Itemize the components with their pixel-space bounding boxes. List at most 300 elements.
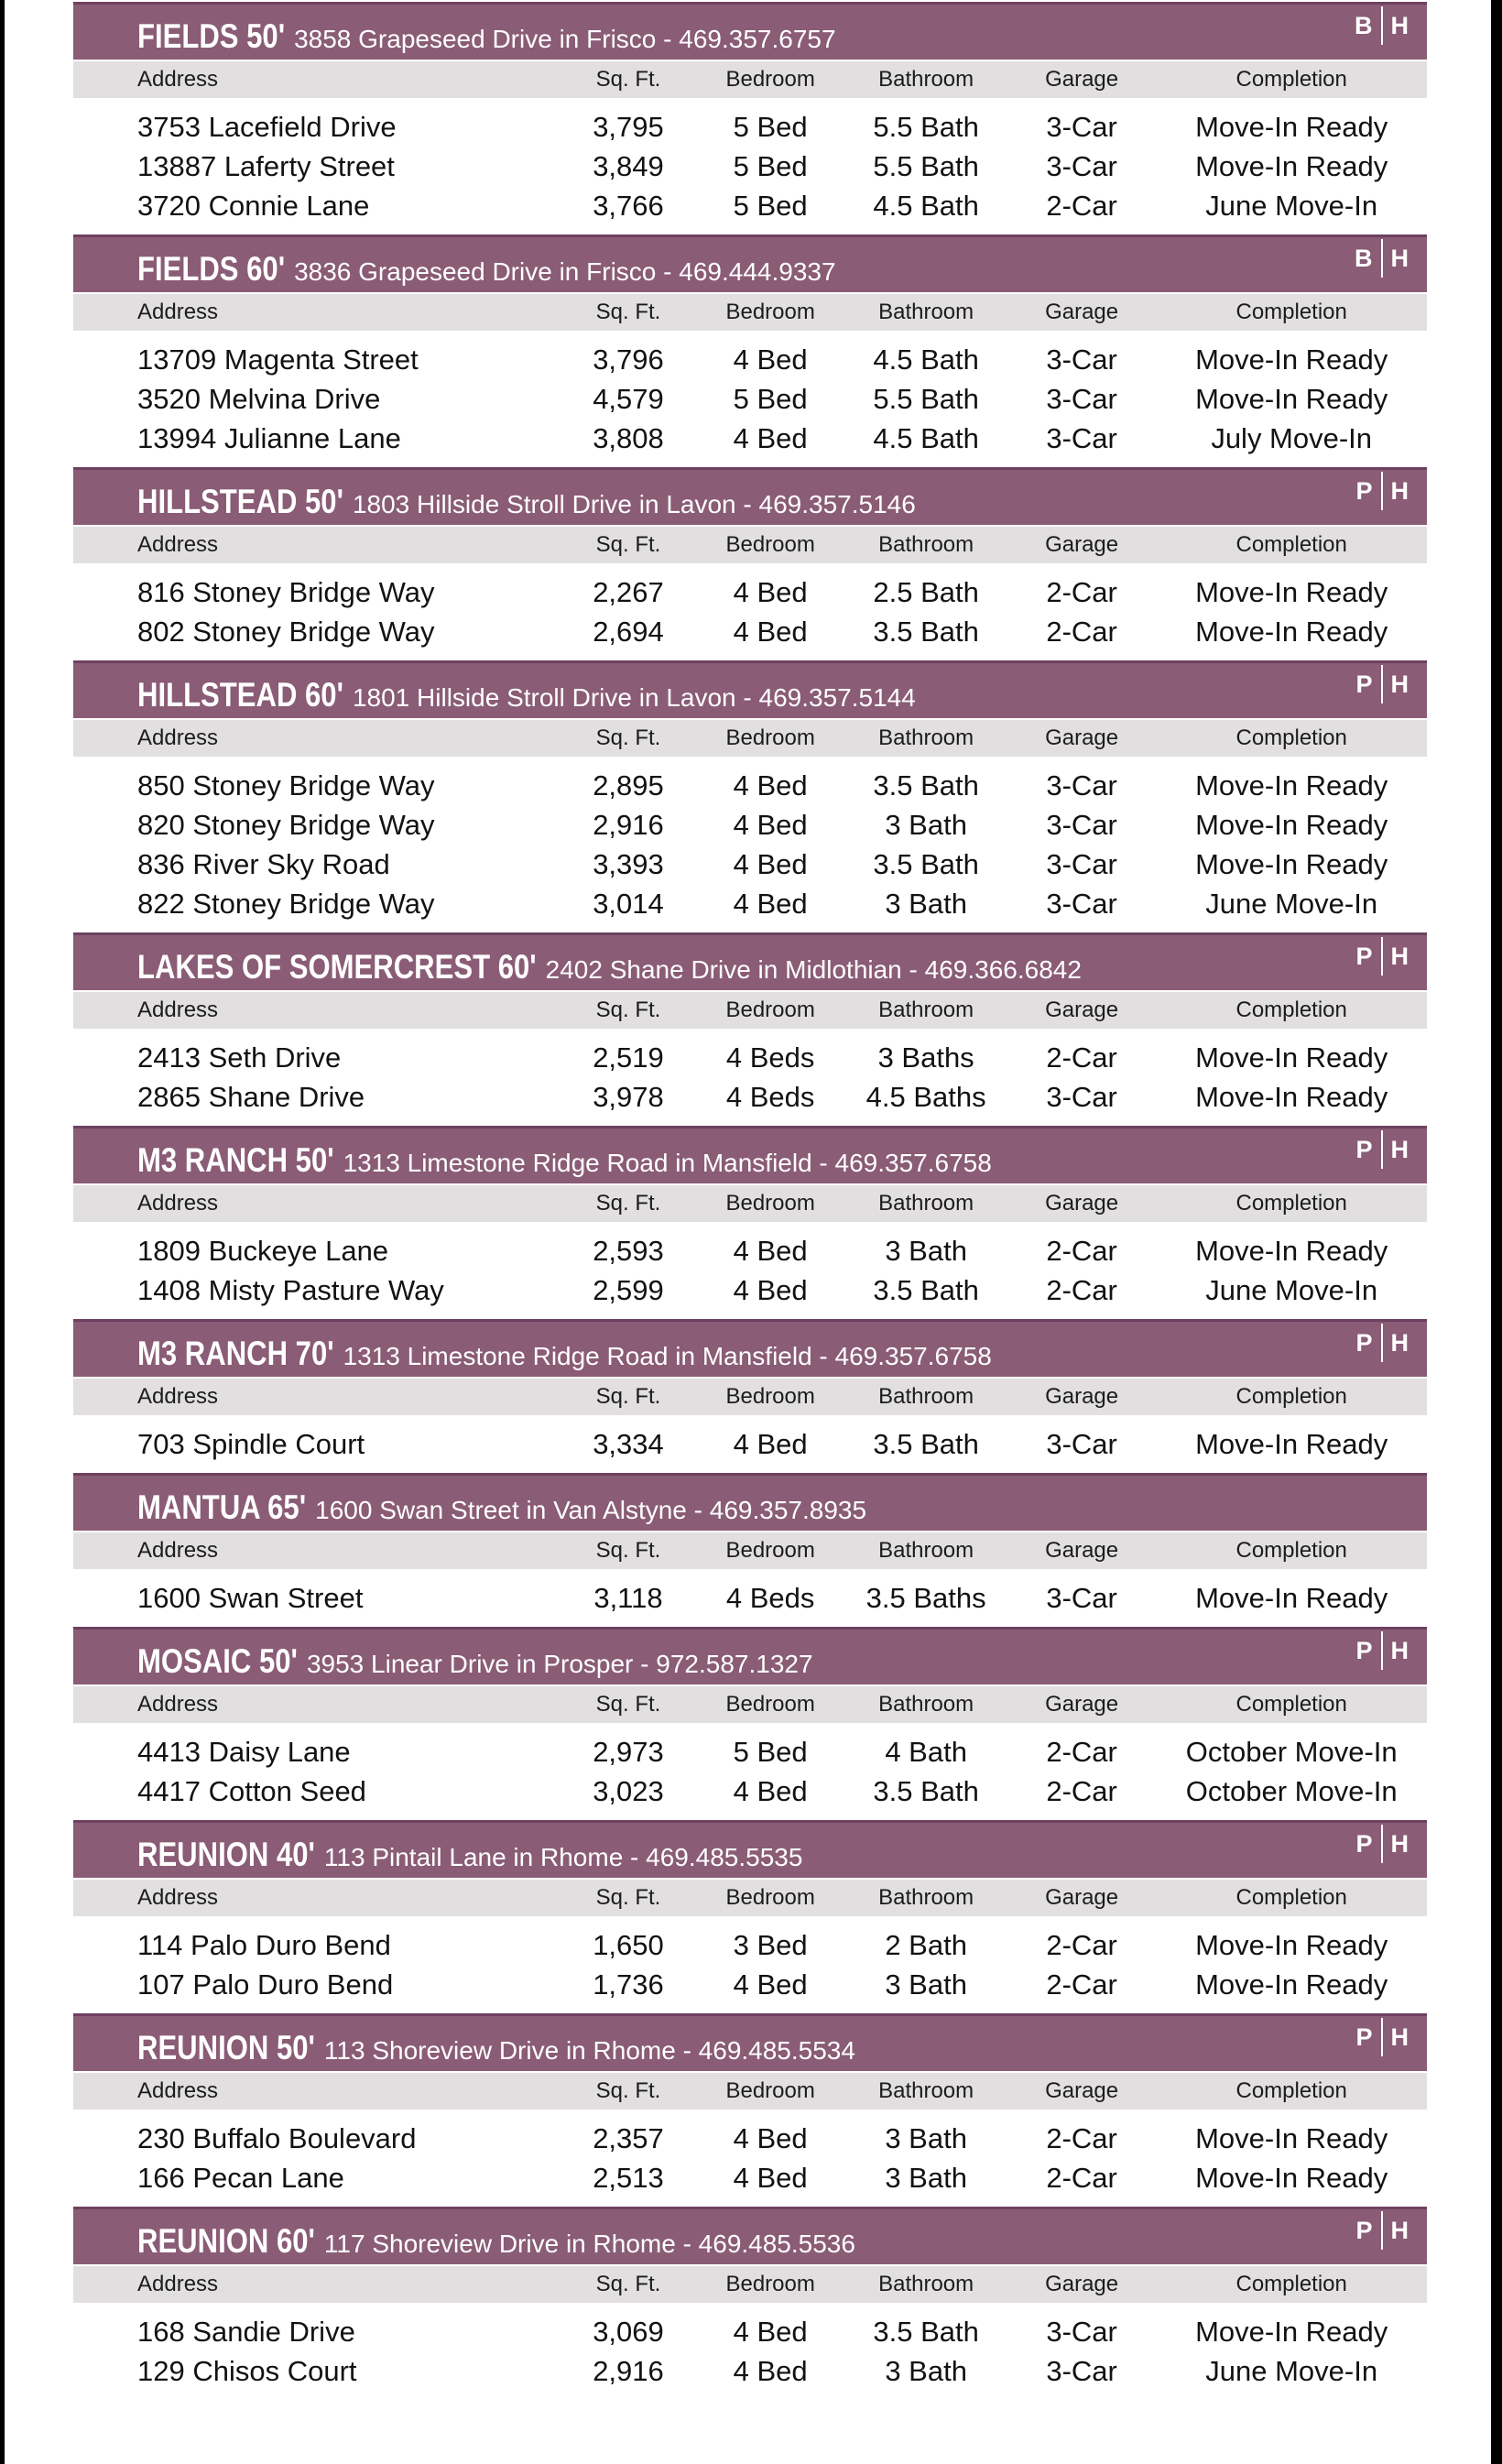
- community-address-phone: 1313 Limestone Ridge Road in Mansfield - 469.357.6758: [343, 1342, 992, 1370]
- col-garage: Garage: [1045, 2078, 1119, 2103]
- col-completion: Completion: [1235, 1384, 1347, 1409]
- builder-badge-divider-icon: [1381, 937, 1383, 976]
- col-sqft: Sq. Ft.: [595, 67, 661, 92]
- community-name: REUNION 60': [137, 2222, 315, 2260]
- cell-completion: Move-In Ready: [1195, 343, 1388, 376]
- cell-address: 230 Buffalo Boulevard: [137, 2121, 417, 2154]
- col-bedroom: Bedroom: [725, 1885, 815, 1910]
- cell-bedroom: 4 Bed: [733, 2121, 808, 2154]
- col-bedroom: Bedroom: [725, 2272, 815, 2296]
- cell-bedroom: 4 Bed: [733, 343, 808, 376]
- cell-sqft: 4,579: [593, 382, 664, 415]
- builder-badge-divider-icon: [1381, 1825, 1383, 1863]
- page-frame-right-edge: [1491, 0, 1502, 2464]
- rows: [73, 1723, 1427, 1813]
- community-header-content: [137, 476, 1409, 521]
- cell-sqft: 3,795: [593, 110, 664, 143]
- listing-row[interactable]: [73, 845, 1427, 884]
- cell-garage: 3-Car: [1046, 149, 1117, 182]
- cell-garage: 2-Car: [1046, 2161, 1117, 2194]
- listing-row[interactable]: [73, 186, 1427, 225]
- cell-completion: Move-In Ready: [1195, 847, 1388, 880]
- builder-badge-divider-icon: [1381, 1631, 1383, 1670]
- cell-bathroom: 3 Baths: [877, 1041, 974, 1074]
- col-bedroom: Bedroom: [725, 532, 815, 557]
- cell-sqft: 3,808: [593, 421, 664, 454]
- cell-completion: June Move-In: [1205, 189, 1378, 222]
- cell-address: 4413 Daisy Lane: [137, 1735, 351, 1768]
- cell-sqft: 1,650: [593, 1928, 664, 1961]
- cell-address: 802 Stoney Bridge Way: [137, 615, 435, 648]
- cell-completion: Move-In Ready: [1195, 1581, 1388, 1614]
- column-header-row: [73, 294, 1427, 331]
- cell-sqft: 2,519: [593, 1041, 664, 1074]
- cell-bedroom: 4 Bed: [733, 808, 808, 841]
- cell-address: 3520 Melvina Drive: [137, 382, 381, 415]
- cell-garage: 3-Car: [1046, 887, 1117, 920]
- cell-bedroom: 4 Bed: [733, 615, 808, 648]
- builder-badge-left-letter: P: [1355, 1135, 1373, 1163]
- col-garage: Garage: [1045, 725, 1119, 750]
- builder-badge-right-letter: H: [1390, 11, 1409, 39]
- listing-row[interactable]: [73, 1578, 1427, 1618]
- cell-completion: October Move-In: [1185, 1774, 1398, 1807]
- cell-garage: 2-Car: [1046, 1928, 1117, 1961]
- cell-bedroom: 4 Beds: [725, 1080, 815, 1113]
- cell-bathroom: 3.5 Bath: [873, 1273, 979, 1306]
- cell-address: 1408 Misty Pasture Way: [137, 1273, 444, 1306]
- cell-sqft: 2,267: [593, 575, 664, 608]
- builder-badge[interactable]: [1355, 1825, 1409, 1863]
- cell-address: 114 Palo Duro Bend: [137, 1928, 391, 1961]
- cell-bedroom: 4 Bed: [733, 421, 808, 454]
- cell-address: 166 Pecan Lane: [137, 2161, 344, 2194]
- listing-row[interactable]: [73, 2312, 1427, 2351]
- col-bathroom: Bathroom: [878, 67, 974, 92]
- col-address: Address: [137, 532, 219, 557]
- community-section: [73, 1627, 1427, 1813]
- cell-bedroom: 4 Bed: [733, 769, 808, 801]
- cell-bedroom: 4 Bed: [733, 1774, 808, 1807]
- community-name: FIELDS 50': [137, 17, 286, 55]
- col-sqft: Sq. Ft.: [595, 1191, 661, 1216]
- col-bathroom: Bathroom: [878, 998, 974, 1022]
- cell-bedroom: 3 Bed: [733, 1928, 808, 1961]
- cell-garage: 3-Car: [1046, 382, 1117, 415]
- col-garage: Garage: [1045, 1384, 1119, 1409]
- cell-sqft: 2,599: [593, 1273, 664, 1306]
- cell-bathroom: 3.5 Bath: [873, 1774, 979, 1807]
- cell-bathroom: 3 Bath: [885, 808, 967, 841]
- builder-badge-divider-icon: [1381, 665, 1383, 703]
- cell-address: 820 Stoney Bridge Way: [137, 808, 435, 841]
- col-bedroom: Bedroom: [725, 998, 815, 1022]
- cell-address: 1600 Swan Street: [137, 1581, 364, 1614]
- cell-address: 13887 Laferty Street: [137, 149, 395, 182]
- cell-address: 703 Spindle Court: [137, 1427, 365, 1460]
- builder-badge-left-letter: P: [1355, 1829, 1373, 1858]
- builder-badge-right-letter: H: [1390, 1328, 1409, 1357]
- col-completion: Completion: [1235, 300, 1347, 324]
- community-name: HILLSTEAD 60': [137, 676, 343, 714]
- builder-badge-divider-icon: [1381, 472, 1383, 510]
- col-garage: Garage: [1045, 2272, 1119, 2296]
- community-name: M3 RANCH 50': [137, 1141, 334, 1179]
- builder-badge-right-letter: H: [1390, 670, 1409, 698]
- rows: [73, 1222, 1427, 1312]
- cell-bedroom: 5 Bed: [733, 149, 808, 182]
- col-garage: Garage: [1045, 532, 1119, 557]
- cell-completion: October Move-In: [1185, 1735, 1398, 1768]
- builder-badge[interactable]: [1355, 2211, 1409, 2250]
- community-listings: [73, 2, 1427, 2400]
- builder-badge-divider-icon: [1381, 1324, 1383, 1362]
- col-bedroom: Bedroom: [725, 1538, 815, 1563]
- community-name: REUNION 40': [137, 1836, 315, 1873]
- cell-sqft: 2,916: [593, 2354, 664, 2387]
- col-sqft: Sq. Ft.: [595, 1692, 661, 1717]
- community-address-phone: 2402 Shane Drive in Midlothian - 469.366.6842: [545, 955, 1082, 984]
- col-address: Address: [137, 300, 219, 324]
- column-header-row: [73, 1532, 1427, 1569]
- builder-badge-divider-icon: [1381, 239, 1383, 278]
- rows: [73, 563, 1427, 653]
- builder-badge[interactable]: [1355, 1324, 1409, 1362]
- cell-sqft: 3,766: [593, 189, 664, 222]
- col-bathroom: Bathroom: [878, 1384, 974, 1409]
- cell-completion: Move-In Ready: [1195, 2121, 1388, 2154]
- community-header-bar[interactable]: [73, 2207, 1427, 2264]
- cell-garage: 3-Car: [1046, 421, 1117, 454]
- listing-row[interactable]: [73, 2158, 1427, 2197]
- cell-completion: Move-In Ready: [1195, 149, 1388, 182]
- column-header-row: [73, 1880, 1427, 1916]
- listing-row[interactable]: [73, 379, 1427, 419]
- listing-row[interactable]: [73, 2119, 1427, 2158]
- community-header-bar[interactable]: [73, 234, 1427, 292]
- cell-sqft: 3,069: [593, 2315, 664, 2348]
- listing-row[interactable]: [73, 1038, 1427, 1077]
- col-completion: Completion: [1235, 67, 1347, 92]
- listing-row[interactable]: [73, 147, 1427, 186]
- community-name: M3 RANCH 70': [137, 1335, 334, 1372]
- cell-address: 3753 Lacefield Drive: [137, 110, 397, 143]
- cell-bathroom: 5.5 Bath: [873, 382, 979, 415]
- community-address-phone: 3836 Grapeseed Drive in Frisco - 469.444.9337: [294, 257, 836, 286]
- community-header-content: [137, 1829, 1409, 1874]
- community-header-bar[interactable]: [73, 1820, 1427, 1878]
- cell-sqft: 3,334: [593, 1427, 664, 1460]
- col-completion: Completion: [1235, 998, 1347, 1022]
- column-header-row: [73, 1185, 1427, 1222]
- rows: [73, 1916, 1427, 2006]
- col-sqft: Sq. Ft.: [595, 1538, 661, 1563]
- community-header-bar[interactable]: [73, 932, 1427, 990]
- col-bathroom: Bathroom: [878, 1191, 974, 1216]
- builder-badge-divider-icon: [1381, 2211, 1383, 2250]
- community-section: [73, 1319, 1427, 1466]
- cell-bedroom: 4 Bed: [733, 1968, 808, 2001]
- builder-badge-left-letter: P: [1355, 476, 1373, 505]
- col-garage: Garage: [1045, 1692, 1119, 1717]
- builder-badge[interactable]: [1355, 1130, 1409, 1169]
- cell-address: 2413 Seth Drive: [137, 1041, 342, 1074]
- listing-row[interactable]: [73, 340, 1427, 379]
- builder-badge-left-letter: P: [1355, 2022, 1373, 2051]
- community-header-bar[interactable]: [73, 2, 1427, 60]
- rows: [73, 757, 1427, 925]
- cell-garage: 2-Car: [1046, 1273, 1117, 1306]
- col-completion: Completion: [1235, 1538, 1347, 1563]
- cell-garage: 2-Car: [1046, 1041, 1117, 1074]
- cell-completion: Move-In Ready: [1195, 575, 1388, 608]
- community-header-content: [137, 1488, 1409, 1527]
- cell-completion: July Move-In: [1211, 421, 1373, 454]
- cell-completion: Move-In Ready: [1195, 110, 1388, 143]
- builder-badge[interactable]: [1355, 6, 1409, 45]
- community-address-phone: 113 Pintail Lane in Rhome - 469.485.5535: [323, 1843, 803, 1871]
- builder-badge[interactable]: [1355, 472, 1409, 510]
- cell-address: 107 Palo Duro Bend: [137, 1968, 394, 2001]
- builder-badge[interactable]: [1355, 2018, 1409, 2056]
- col-completion: Completion: [1235, 725, 1347, 750]
- community-header-content: [137, 2216, 1409, 2261]
- cell-completion: June Move-In: [1205, 887, 1378, 920]
- community-header-bar[interactable]: [73, 467, 1427, 525]
- col-bathroom: Bathroom: [878, 300, 974, 324]
- listing-row[interactable]: [73, 1925, 1427, 1965]
- builder-badge[interactable]: [1355, 665, 1409, 703]
- cell-completion: Move-In Ready: [1195, 615, 1388, 648]
- listing-row[interactable]: [73, 612, 1427, 651]
- community-header-bar[interactable]: [73, 660, 1427, 718]
- col-address: Address: [137, 1885, 219, 1910]
- community-address-phone: 3953 Linear Drive in Prosper - 972.587.1327: [306, 1650, 813, 1678]
- cell-bedroom: 4 Bed: [733, 2315, 808, 2348]
- community-section: [73, 1820, 1427, 2006]
- cell-bathroom: 5.5 Bath: [873, 149, 979, 182]
- col-address: Address: [137, 1692, 219, 1717]
- cell-address: 13994 Julianne Lane: [137, 421, 401, 454]
- rows: [73, 1569, 1427, 1619]
- cell-completion: Move-In Ready: [1195, 1928, 1388, 1961]
- cell-completion: June Move-In: [1205, 2354, 1378, 2387]
- community-header-bar[interactable]: [73, 1627, 1427, 1684]
- col-garage: Garage: [1045, 1538, 1119, 1563]
- cell-sqft: 2,357: [593, 2121, 664, 2154]
- community-name: HILLSTEAD 50': [137, 483, 343, 520]
- rows: [73, 98, 1427, 227]
- cell-bathroom: 3 Bath: [885, 2354, 967, 2387]
- col-sqft: Sq. Ft.: [595, 532, 661, 557]
- col-bedroom: Bedroom: [725, 2078, 815, 2103]
- cell-completion: Move-In Ready: [1195, 1234, 1388, 1267]
- listing-row[interactable]: [73, 766, 1427, 805]
- listing-row[interactable]: [73, 1077, 1427, 1117]
- cell-garage: 3-Car: [1046, 1080, 1117, 1113]
- column-header-row: [73, 61, 1427, 98]
- cell-address: 168 Sandie Drive: [137, 2315, 355, 2348]
- listing-row[interactable]: [73, 107, 1427, 147]
- col-garage: Garage: [1045, 67, 1119, 92]
- cell-bathroom: 3 Bath: [885, 1968, 967, 2001]
- col-garage: Garage: [1045, 998, 1119, 1022]
- cell-address: 836 River Sky Road: [137, 847, 390, 880]
- cell-address: 816 Stoney Bridge Way: [137, 575, 435, 608]
- cell-bathroom: 3 Bath: [885, 887, 967, 920]
- community-header-content: [137, 2022, 1409, 2067]
- listing-row[interactable]: [73, 419, 1427, 458]
- cell-address: 129 Chisos Court: [137, 2354, 357, 2387]
- cell-bedroom: 4 Bed: [733, 575, 808, 608]
- col-completion: Completion: [1235, 1885, 1347, 1910]
- cell-sqft: 2,895: [593, 769, 664, 801]
- builder-badge[interactable]: [1355, 937, 1409, 976]
- listing-row[interactable]: [73, 2351, 1427, 2391]
- builder-badge[interactable]: [1355, 239, 1409, 278]
- col-bedroom: Bedroom: [725, 67, 815, 92]
- cell-garage: 2-Car: [1046, 1735, 1117, 1768]
- community-address-phone: 1313 Limestone Ridge Road in Mansfield - 469.357.6758: [343, 1149, 992, 1177]
- builder-badge-left-letter: B: [1355, 11, 1373, 39]
- cell-bathroom: 4.5 Bath: [873, 189, 979, 222]
- col-address: Address: [137, 725, 219, 750]
- builder-badge-left-letter: P: [1355, 670, 1373, 698]
- cell-garage: 2-Car: [1046, 575, 1117, 608]
- cell-garage: 3-Car: [1046, 1427, 1117, 1460]
- builder-badge-left-letter: B: [1355, 244, 1373, 272]
- listing-row[interactable]: [73, 1424, 1427, 1464]
- col-completion: Completion: [1235, 2078, 1347, 2103]
- listing-row[interactable]: [73, 1231, 1427, 1270]
- cell-bathroom: 2.5 Bath: [873, 575, 979, 608]
- cell-bathroom: 3.5 Baths: [865, 1581, 986, 1614]
- col-sqft: Sq. Ft.: [595, 300, 661, 324]
- builder-badge-right-letter: H: [1390, 1829, 1409, 1858]
- community-header-bar[interactable]: [73, 1126, 1427, 1183]
- col-bedroom: Bedroom: [725, 1692, 815, 1717]
- col-bathroom: Bathroom: [878, 1692, 974, 1717]
- cell-bathroom: 4.5 Bath: [873, 343, 979, 376]
- builder-badge-divider-icon: [1381, 1130, 1383, 1169]
- listing-row[interactable]: [73, 1772, 1427, 1811]
- cell-bedroom: 4 Bed: [733, 887, 808, 920]
- builder-badge-left-letter: P: [1355, 1328, 1373, 1357]
- community-section: [73, 660, 1427, 925]
- community-header-bar[interactable]: [73, 1473, 1427, 1531]
- col-sqft: Sq. Ft.: [595, 2078, 661, 2103]
- col-bathroom: Bathroom: [878, 1885, 974, 1910]
- cell-bedroom: 4 Bed: [733, 1427, 808, 1460]
- builder-badge-right-letter: H: [1390, 476, 1409, 505]
- builder-badge-right-letter: H: [1390, 942, 1409, 970]
- col-sqft: Sq. Ft.: [595, 1384, 661, 1409]
- cell-completion: Move-In Ready: [1195, 1041, 1388, 1074]
- listing-row[interactable]: [73, 884, 1427, 923]
- cell-address: 2865 Shane Drive: [137, 1080, 365, 1113]
- cell-garage: 2-Car: [1046, 1968, 1117, 2001]
- rows: [73, 2110, 1427, 2199]
- community-header-bar[interactable]: [73, 1319, 1427, 1377]
- cell-completion: Move-In Ready: [1195, 808, 1388, 841]
- cell-address: 3720 Connie Lane: [137, 189, 370, 222]
- listing-row[interactable]: [73, 1732, 1427, 1772]
- cell-bedroom: 4 Beds: [725, 1581, 815, 1614]
- cell-sqft: 3,014: [593, 887, 664, 920]
- col-garage: Garage: [1045, 1191, 1119, 1216]
- col-bathroom: Bathroom: [878, 532, 974, 557]
- col-address: Address: [137, 1538, 219, 1563]
- cell-address: 1809 Buckeye Lane: [137, 1234, 389, 1267]
- community-address-phone: 117 Shoreview Drive in Rhome - 469.485.5536: [323, 2230, 855, 2258]
- column-header-row: [73, 2073, 1427, 2110]
- community-section: [73, 467, 1427, 653]
- cell-bathroom: 3.5 Bath: [873, 847, 979, 880]
- cell-completion: Move-In Ready: [1195, 1968, 1388, 2001]
- cell-sqft: 3,393: [593, 847, 664, 880]
- col-bedroom: Bedroom: [725, 300, 815, 324]
- community-header-content: [137, 1328, 1409, 1373]
- cell-garage: 3-Car: [1046, 110, 1117, 143]
- builder-badge[interactable]: [1355, 1631, 1409, 1670]
- cell-sqft: 2,973: [593, 1735, 664, 1768]
- cell-bedroom: 5 Bed: [733, 382, 808, 415]
- cell-garage: 3-Car: [1046, 808, 1117, 841]
- cell-address: 850 Stoney Bridge Way: [137, 769, 435, 801]
- community-section: [73, 2, 1427, 227]
- cell-bathroom: 4.5 Bath: [873, 421, 979, 454]
- cell-completion: Move-In Ready: [1195, 2161, 1388, 2194]
- community-address-phone: 113 Shoreview Drive in Rhome - 469.485.5534: [323, 2036, 855, 2065]
- cell-bedroom: 4 Bed: [733, 1234, 808, 1267]
- cell-sqft: 3,796: [593, 343, 664, 376]
- cell-sqft: 3,849: [593, 149, 664, 182]
- builder-badge-right-letter: H: [1390, 2216, 1409, 2244]
- column-header-row: [73, 992, 1427, 1029]
- builder-badge-divider-icon: [1381, 6, 1383, 45]
- listing-row[interactable]: [73, 572, 1427, 612]
- builder-badge-left-letter: P: [1355, 2216, 1373, 2244]
- col-completion: Completion: [1235, 1692, 1347, 1717]
- community-header-content: [137, 244, 1409, 289]
- cell-bathroom: 3 Bath: [885, 2161, 967, 2194]
- builder-badge-right-letter: H: [1390, 1135, 1409, 1163]
- listing-row[interactable]: [73, 1965, 1427, 2004]
- cell-sqft: 3,118: [593, 1581, 663, 1614]
- listing-row[interactable]: [73, 1270, 1427, 1310]
- cell-bathroom: 3.5 Bath: [873, 2315, 979, 2348]
- column-header-row: [73, 2266, 1427, 2303]
- cell-bedroom: 4 Bed: [733, 2354, 808, 2387]
- cell-bedroom: 5 Bed: [733, 110, 808, 143]
- community-section: [73, 1126, 1427, 1312]
- col-address: Address: [137, 2078, 219, 2103]
- rows: [73, 1415, 1427, 1466]
- col-garage: Garage: [1045, 1885, 1119, 1910]
- col-sqft: Sq. Ft.: [595, 2272, 661, 2296]
- builder-badge-right-letter: H: [1390, 2022, 1409, 2051]
- page-frame-left-edge: [0, 0, 5, 2464]
- col-garage: Garage: [1045, 300, 1119, 324]
- cell-bathroom: 3.5 Bath: [873, 769, 979, 801]
- cell-sqft: 2,593: [593, 1234, 664, 1267]
- community-header-bar[interactable]: [73, 2013, 1427, 2071]
- listing-row[interactable]: [73, 805, 1427, 845]
- cell-bathroom: 2 Bath: [885, 1928, 967, 1961]
- community-name: LAKES OF SOMERCREST 60': [137, 948, 537, 986]
- col-bedroom: Bedroom: [725, 1384, 815, 1409]
- col-bedroom: Bedroom: [725, 1191, 815, 1216]
